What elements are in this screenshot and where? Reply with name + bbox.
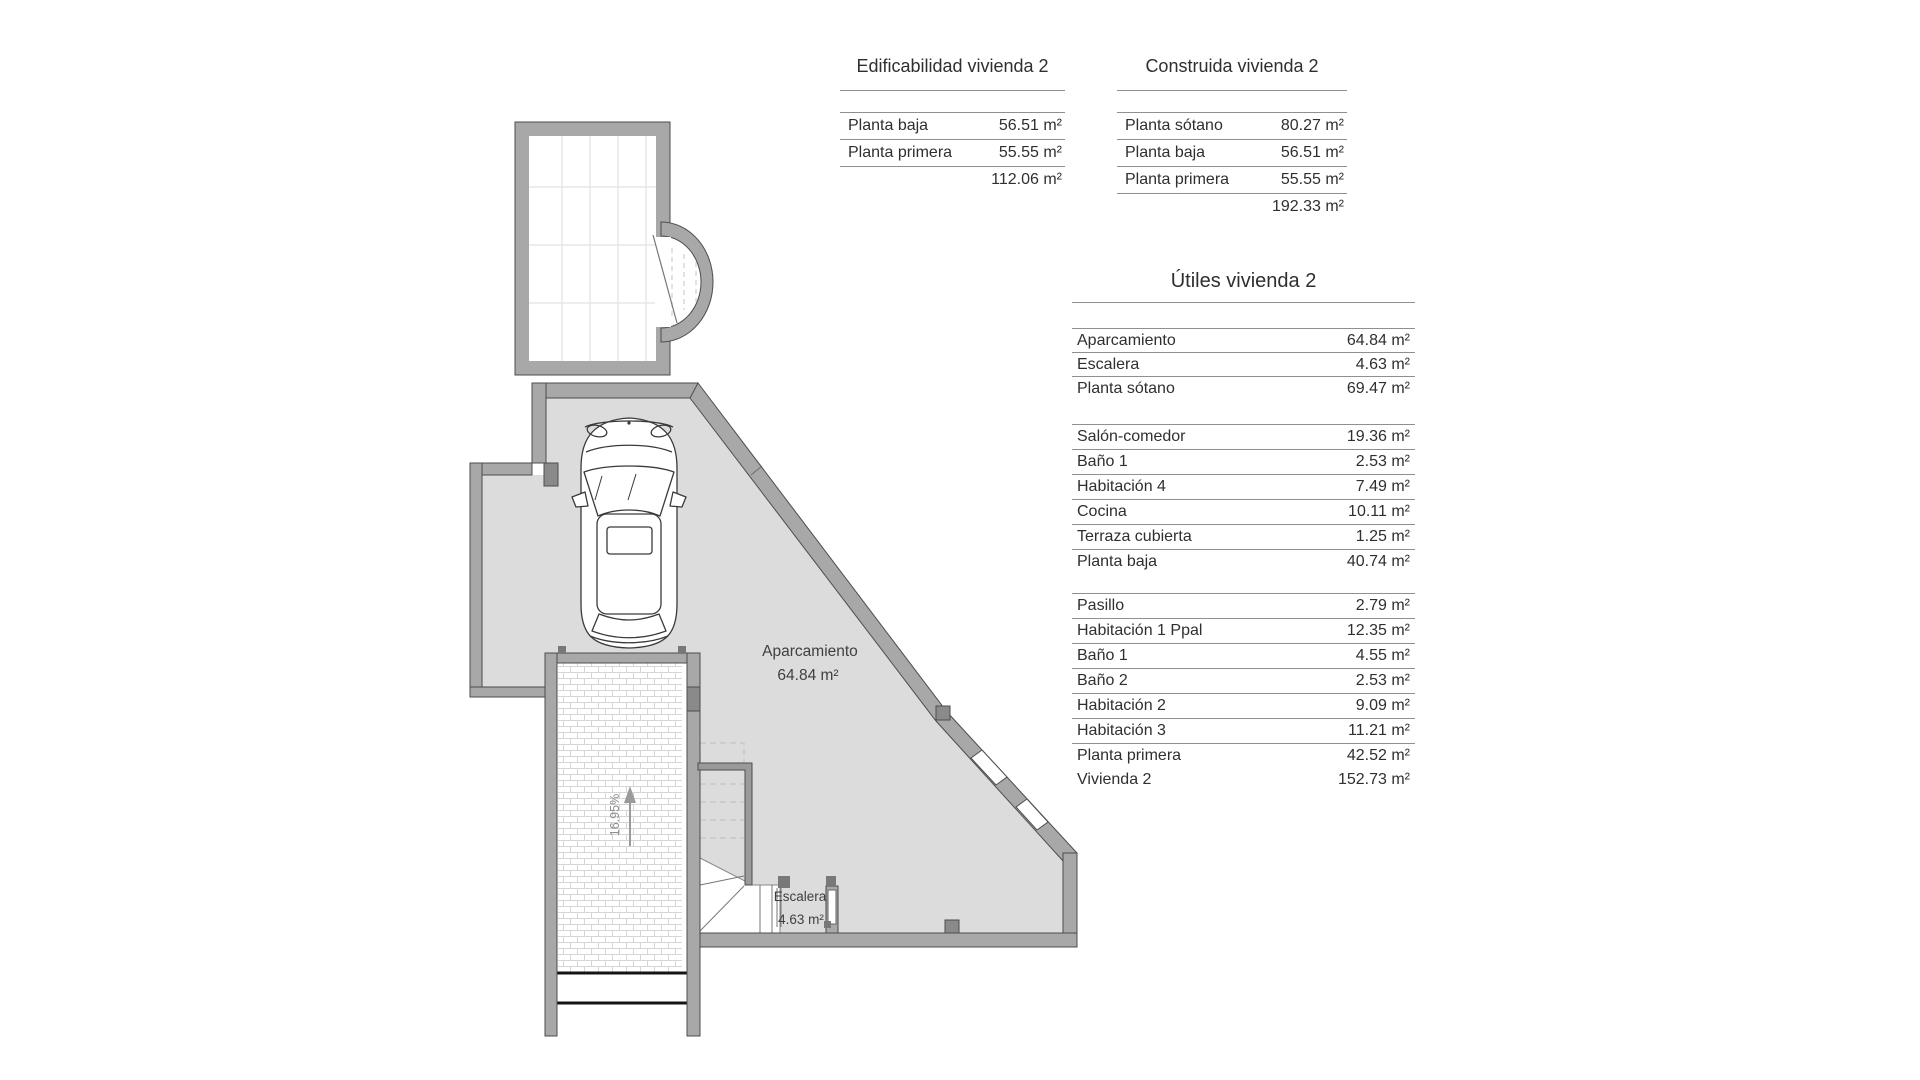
- row-value: 192.33 m²: [1271, 198, 1344, 215]
- table-row: [1117, 166, 1347, 193]
- row-label: Salón-comedor: [1077, 428, 1186, 445]
- row-value: 10.11 m²: [1348, 503, 1410, 520]
- row-value: 42.52 m²: [1346, 747, 1410, 764]
- wall-step: [936, 706, 950, 720]
- spacer: [1072, 400, 1415, 424]
- row-label: Baño 1: [1077, 453, 1128, 470]
- row-label: Planta primera: [848, 144, 953, 161]
- jamb-stair-door-left: [778, 876, 790, 888]
- row-value: 4.63 m²: [1355, 355, 1410, 373]
- wall-garage-bottom: [557, 653, 687, 663]
- row-value: 56.51 m²: [998, 117, 1062, 134]
- table-row: [1072, 549, 1415, 574]
- table-row: [1072, 618, 1415, 643]
- row-value: 40.74 m²: [1346, 553, 1410, 570]
- wall-ramp-left: [545, 653, 557, 1036]
- row-value: 1.25 m²: [1355, 528, 1410, 545]
- jamb-stair-bottom: [824, 921, 831, 928]
- row-label: Habitación 1 Ppal: [1077, 622, 1203, 639]
- wall-left: [470, 463, 482, 697]
- table-row: [1072, 593, 1415, 618]
- car-emblem: [627, 421, 630, 424]
- table-row: [1072, 643, 1415, 668]
- slope-label: 16.95%: [608, 793, 622, 837]
- table-title: Construida vivienda 2: [1117, 40, 1347, 91]
- table-row: [840, 139, 1065, 166]
- table-row: [840, 112, 1065, 139]
- row-value: 55.55 m²: [1280, 171, 1344, 188]
- row-value: 2.53 m²: [1355, 453, 1410, 470]
- table-row: [1072, 424, 1415, 449]
- row-label: Habitación 2: [1077, 697, 1166, 714]
- table-row: [1072, 474, 1415, 499]
- parking-area-label: 64.84 m²: [777, 667, 839, 684]
- row-label: Baño 1: [1077, 647, 1128, 664]
- row-label: Vivienda 2: [1077, 771, 1152, 788]
- row-label: Escalera: [1077, 355, 1140, 373]
- row-value: 69.47 m²: [1346, 379, 1410, 397]
- row-label: Planta sótano: [1125, 117, 1223, 134]
- row-label: Aparcamiento: [1077, 331, 1176, 349]
- stairs-label: Escalera: [773, 889, 827, 904]
- row-label: Planta baja: [848, 117, 929, 134]
- jamb-ramp-left: [558, 646, 566, 653]
- table-row: [1072, 499, 1415, 524]
- table-row: [1072, 524, 1415, 549]
- row-label: Baño 2: [1077, 672, 1128, 689]
- table-row: [1072, 449, 1415, 474]
- table-construida: [1117, 40, 1347, 220]
- stair-room-door-leaf: [828, 890, 836, 924]
- row-value: 9.09 m²: [1355, 697, 1410, 714]
- table-row: [1072, 668, 1415, 693]
- row-value: 55.55 m²: [998, 144, 1062, 161]
- row-label: Habitación 3: [1077, 722, 1166, 739]
- row-value: 80.27 m²: [1280, 117, 1344, 134]
- spacer: [840, 91, 1065, 112]
- row-value: 11.21 m²: [1348, 722, 1410, 739]
- car-top-view: [572, 418, 686, 648]
- row-label: Planta baja: [1077, 553, 1158, 570]
- row-label: Planta sótano: [1077, 379, 1175, 397]
- table-row: [1072, 352, 1415, 376]
- table-edificabilidad: [840, 40, 1065, 193]
- upper-room-floor: [529, 136, 656, 361]
- jamb-ramp-right: [678, 646, 686, 653]
- table-utiles: [1072, 258, 1415, 792]
- table-title: Edificabilidad vivienda 2: [840, 40, 1065, 91]
- row-value: 4.55 m²: [1355, 647, 1410, 664]
- table-row: [1117, 112, 1347, 139]
- table-row: [1072, 693, 1415, 718]
- row-value: 112.06 m²: [991, 171, 1062, 188]
- row-value: 152.73 m²: [1337, 771, 1410, 788]
- row-value: 56.51 m²: [1280, 144, 1344, 161]
- parking-label: Aparcamiento: [762, 643, 858, 660]
- wall-alcove-bottom: [470, 687, 548, 697]
- row-value: 64.84 m²: [1346, 331, 1410, 349]
- garage-door: [552, 973, 689, 1003]
- row-value: 7.49 m²: [1355, 478, 1410, 495]
- row-label: Terraza cubierta: [1077, 528, 1192, 545]
- table-total-row: [1072, 768, 1415, 792]
- spacer: [1072, 303, 1415, 328]
- spiral-stair-treads: [672, 248, 696, 316]
- row-label: Planta baja: [1125, 144, 1206, 161]
- table-row: [1072, 718, 1415, 743]
- pillar-bottom: [945, 920, 959, 933]
- row-value: 2.53 m²: [1355, 672, 1410, 689]
- table-row: [1072, 743, 1415, 768]
- pillar-ramp: [687, 687, 700, 711]
- table-total-row: [840, 166, 1065, 193]
- table-title: Útiles vivienda 2: [1072, 258, 1415, 303]
- wall-bottom: [698, 933, 1077, 947]
- row-label: Pasillo: [1077, 597, 1125, 614]
- row-label: Cocina: [1077, 503, 1127, 520]
- spacer: [1072, 574, 1415, 593]
- row-value: 19.36 m²: [1346, 428, 1410, 445]
- pillar-alcove: [544, 463, 558, 486]
- row-value: 12.35 m²: [1346, 622, 1410, 639]
- table-row: [1117, 139, 1347, 166]
- wall-top: [532, 383, 698, 398]
- row-label: Planta primera: [1077, 747, 1182, 764]
- table-total-row: [1117, 193, 1347, 220]
- table-row: [1072, 328, 1415, 352]
- row-label: Habitación 4: [1077, 478, 1166, 495]
- jamb-stair-door-right: [826, 876, 836, 886]
- wall-upper-left: [532, 383, 546, 463]
- stairs-area-label: 4.63 m²: [778, 912, 824, 927]
- row-label: Planta primera: [1125, 171, 1230, 188]
- spacer: [1117, 91, 1347, 112]
- table-row: [1072, 376, 1415, 400]
- row-value: 2.79 m²: [1355, 597, 1410, 614]
- upper-room: [515, 122, 713, 375]
- ramp: [552, 663, 689, 1003]
